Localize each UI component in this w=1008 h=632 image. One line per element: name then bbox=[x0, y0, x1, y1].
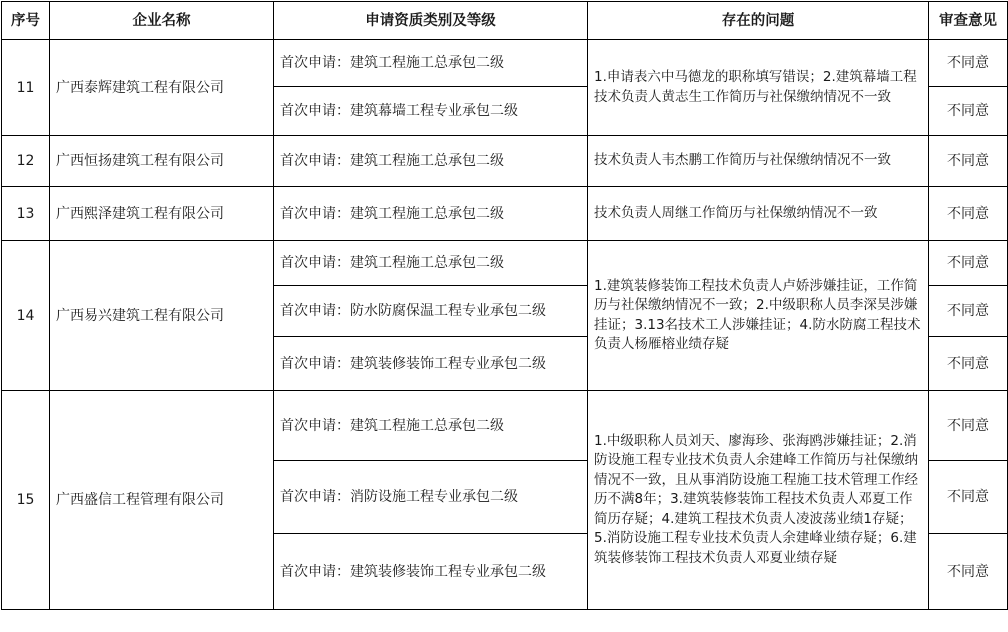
qualification-cell: 首次申请：建筑工程施工总承包二级 bbox=[274, 40, 588, 87]
opinion-cell: 不同意 bbox=[929, 241, 1008, 286]
header-company: 企业名称 bbox=[50, 2, 274, 40]
table-row bbox=[2, 136, 1008, 187]
header-opinion: 审查意见 bbox=[929, 2, 1008, 40]
qualification-cell: 首次申请：建筑装修装饰工程专业承包二级 bbox=[274, 534, 588, 610]
qualification-cell: 首次申请：建筑幕墙工程专业承包二级 bbox=[274, 87, 588, 136]
seq-cell: 15 bbox=[2, 391, 50, 610]
header-issues: 存在的问题 bbox=[588, 2, 929, 40]
issues-cell: 1.建筑装修装饰工程技术负责人卢娇涉嫌挂证，工作简历与社保缴纳情况不一致；2.中级职称人员李深昊涉嫌挂证；3.13名技术工人涉嫌挂证；4.防水防腐工程技术负责人杨雁榕业绩存疑 bbox=[588, 241, 929, 391]
qualification-cell: 首次申请：建筑工程施工总承包二级 bbox=[274, 241, 588, 286]
table-row bbox=[2, 187, 1008, 241]
issues-cell: 技术负责人周继工作简历与社保缴纳情况不一致 bbox=[588, 187, 929, 241]
company-cell: 广西易兴建筑工程有限公司 bbox=[50, 241, 274, 391]
seq-cell: 13 bbox=[2, 187, 50, 241]
opinion-cell: 不同意 bbox=[929, 40, 1008, 87]
opinion-cell: 不同意 bbox=[929, 391, 1008, 461]
opinion-cell: 不同意 bbox=[929, 286, 1008, 337]
header-qualification: 申请资质类别及等级 bbox=[274, 2, 588, 40]
qualification-cell: 首次申请：建筑工程施工总承包二级 bbox=[274, 187, 588, 241]
qualification-cell: 首次申请：建筑工程施工总承包二级 bbox=[274, 136, 588, 187]
issues-cell: 技术负责人韦杰鹏工作简历与社保缴纳情况不一致 bbox=[588, 136, 929, 187]
issues-cell: 1.中级职称人员刘天、廖海珍、张海鸥涉嫌挂证；2.消防设施工程专业技术负责人余建峰工作简历与社保缴纳情况不一致，且从事消防设施工程施工技术管理工作经历不满8年；3.建筑装修装饰工程技术负责人邓夏工作简历存疑；4.建筑工程技术负责人凌波荡业绩1存疑；5.消防设施工程专业技术负责人余建峰业绩存疑；6.建筑装修装饰工程技术负责人邓夏业绩存疑 bbox=[588, 391, 929, 610]
qualification-cell: 首次申请：建筑装修装饰工程专业承包二级 bbox=[274, 337, 588, 391]
qualification-cell: 首次申请：防水防腐保温工程专业承包二级 bbox=[274, 286, 588, 337]
opinion-cell: 不同意 bbox=[929, 136, 1008, 187]
company-cell: 广西盛信工程管理有限公司 bbox=[50, 391, 274, 610]
review-table bbox=[1, 1, 1008, 610]
qualification-cell: 首次申请：消防设施工程专业承包二级 bbox=[274, 461, 588, 534]
opinion-cell: 不同意 bbox=[929, 534, 1008, 610]
company-cell: 广西恒扬建筑工程有限公司 bbox=[50, 136, 274, 187]
seq-cell: 11 bbox=[2, 40, 50, 136]
opinion-cell: 不同意 bbox=[929, 337, 1008, 391]
qualification-cell: 首次申请：建筑工程施工总承包二级 bbox=[274, 391, 588, 461]
company-cell: 广西泰辉建筑工程有限公司 bbox=[50, 40, 274, 136]
seq-cell: 14 bbox=[2, 241, 50, 391]
table-row bbox=[2, 40, 1008, 87]
table-row bbox=[2, 391, 1008, 461]
table-row bbox=[2, 241, 1008, 286]
header-seq: 序号 bbox=[2, 2, 50, 40]
company-cell: 广西熙泽建筑工程有限公司 bbox=[50, 187, 274, 241]
issues-cell: 1.申请表六中马德龙的职称填写错误；2.建筑幕墙工程技术负责人黄志生工作简历与社保缴纳情况不一致 bbox=[588, 40, 929, 136]
opinion-cell: 不同意 bbox=[929, 187, 1008, 241]
seq-cell: 12 bbox=[2, 136, 50, 187]
header-row bbox=[2, 2, 1008, 40]
opinion-cell: 不同意 bbox=[929, 461, 1008, 534]
opinion-cell: 不同意 bbox=[929, 87, 1008, 136]
